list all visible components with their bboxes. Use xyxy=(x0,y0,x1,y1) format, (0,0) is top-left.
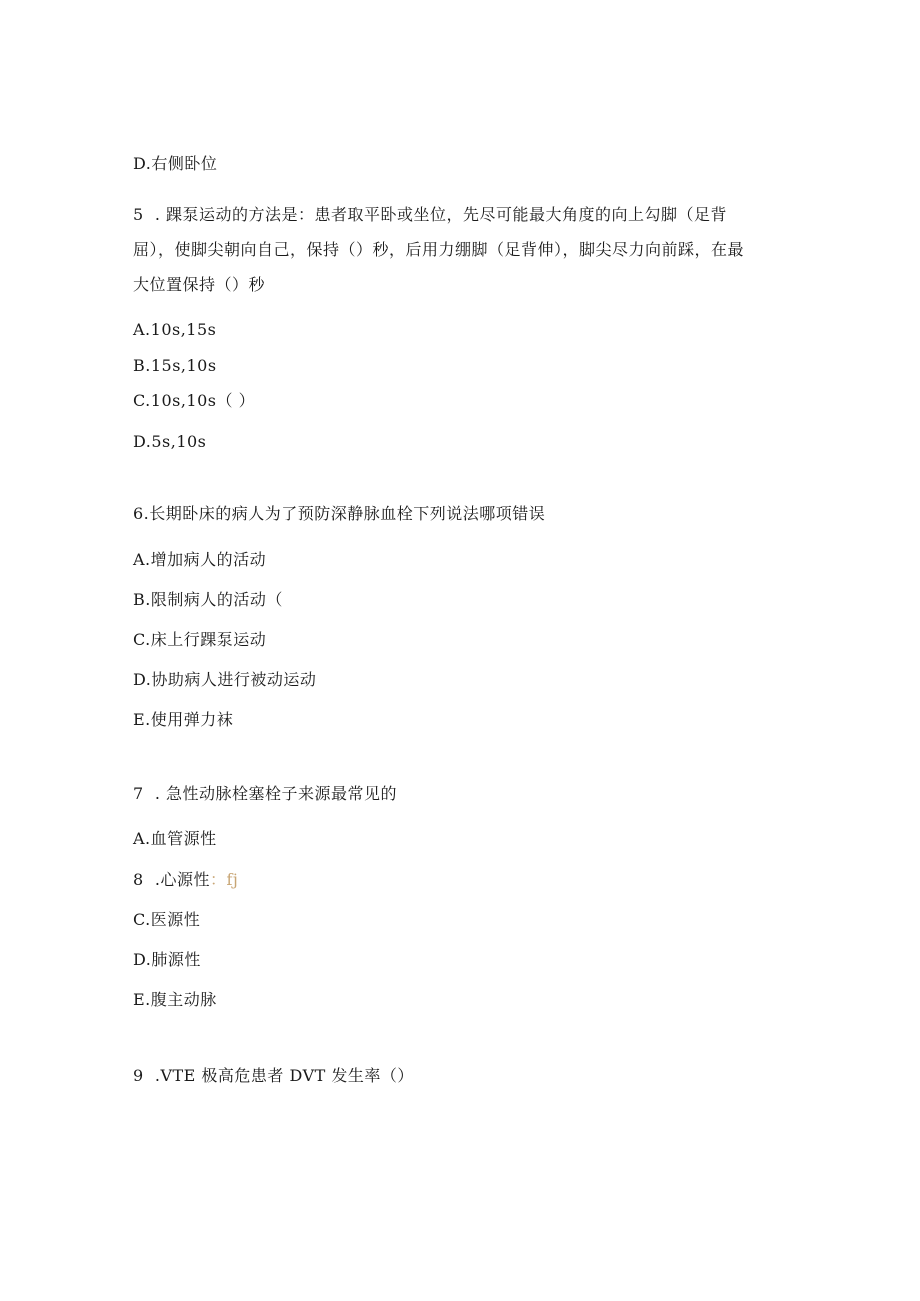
question-9-text: 9 .VTE 极高危患者 DVT 发生率（） xyxy=(133,1066,414,1085)
question-5-text-line-3: 大位置保持（）秒 xyxy=(133,275,266,294)
question-6-option-d: D.协助病人进行被动运动 xyxy=(133,670,317,689)
question-4-option-d: D.右侧卧位 xyxy=(133,154,218,173)
question-7-option-b-text: 8 .心源性 xyxy=(133,870,210,889)
question-7-option-a: A.血管源性 xyxy=(133,829,217,848)
question-7-option-c: C.医源性 xyxy=(133,910,201,929)
question-5-option-d: D.5s,10s xyxy=(133,432,207,451)
question-6-option-e: E.使用弹力袜 xyxy=(133,710,234,729)
question-5-option-b: B.15s,10s xyxy=(133,356,217,375)
question-6-option-a: A.增加病人的活动 xyxy=(133,550,267,569)
question-7-text: 7 . 急性动脉栓塞栓子来源最常见的 xyxy=(133,784,398,803)
question-5-text-line-1: 5 . 踝泵运动的方法是：患者取平卧或坐位，先尽可能最大角度的向上勾脚（足背 xyxy=(133,205,728,224)
question-5-text-line-2: 屈），使脚尖朝向自己，保持（）秒，后用力绷脚（足背伸），脚尖尽力向前踩，在最 xyxy=(133,240,745,259)
question-5-option-a: A.10s,15s xyxy=(133,320,217,339)
question-6-option-b: B.限制病人的活动（ xyxy=(133,590,283,609)
question-7-option-e: E.腹主动脉 xyxy=(133,990,217,1009)
question-7-option-b xyxy=(133,870,238,890)
question-7-option-d: D.肺源性 xyxy=(133,950,201,969)
question-6-option-c: C.床上行踝泵运动 xyxy=(133,630,267,649)
question-5-option-c: C.10s,10s（ ） xyxy=(133,391,256,410)
question-7-option-b-mark: ：fj xyxy=(209,870,239,889)
question-6-text: 6.长期卧床的病人为了预防深静脉血栓下列说法哪项错误 xyxy=(133,504,546,523)
